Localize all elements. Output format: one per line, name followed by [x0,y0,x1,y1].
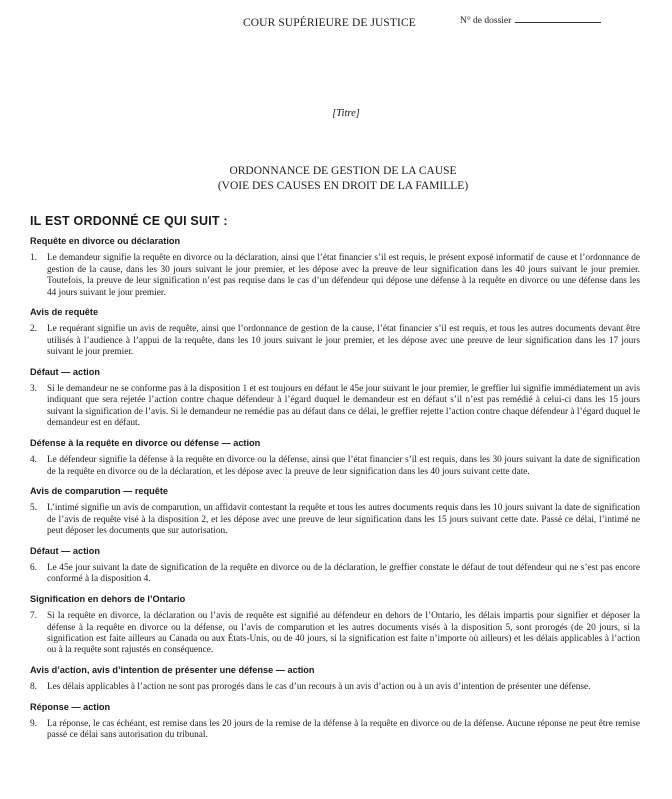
section-notice-of-motion [30,307,640,359]
court-name: COUR SUPÉRIEURE DE JUSTICE [243,17,416,29]
paragraph-text: Si la requête en divorce, la déclaration ou l’avis de requête est signifié au défendeur en dehors de l’Ontario, les délais impartis pour signifier et déposer la défense à la requête en divorce ou la défense, ou l’avis de comparution et les autres documents visés à la disposition 5, sont prorogés (de 20 jours, si la signification est faite ailleurs au Canada ou aux États-Unis, ou de 40 jours, si la signification est faite n’importe où ailleurs) et les délais applicables à l’action ou à la requête sont rajustés en conséquence. [47,611,640,656]
section-heading: Défense à la requête en divorce ou défense — action [30,437,261,448]
paragraph-text: Le requérant signifie un avis de requête, ainsi que l’ordonnance de gestion de la cause, l’état financier s’il est requis, et tous les autres documents devant être utilisés à l’audience à l’appui de la requête, dans les 10 jours suivant le jour premier, et les dépose avec une preuve de leur signification dans les 17 jours suivant le jour premier. [47,324,640,358]
paragraph-number: 9. [30,719,37,729]
numbered-paragraph [30,455,640,478]
numbered-paragraph [30,384,640,430]
paragraph-number: 4. [30,455,37,466]
title-placeholder: [Titre] [332,108,360,119]
paragraph-number: 2. [30,324,37,335]
numbered-paragraph [30,324,640,358]
section-notice-of-appearance [30,486,640,538]
section-divorce-application [30,236,640,299]
section-heading: Avis d’action, avis d’intention de présenter une défense — action [30,664,315,675]
order-title-line-1: ORDONNANCE DE GESTION DE LA CAUSE [229,165,457,177]
paragraph-number: 6. [30,562,37,573]
paragraph-number: 5. [30,503,37,514]
section-heading: Avis de comparution — requête [30,485,169,496]
numbered-paragraph [30,563,640,586]
section-heading: Avis de requête [30,307,99,318]
paragraph-text: Le défendeur signifie la défense à la requête en divorce ou la défense, ainsi que l’état financier s’il est requis, dans les 30 jours suivant la date de signification de la requête en divorce ou de la déclaration, et les dépose avec la preuve de leur signification dans les 40 jours suivant cette date. [47,455,640,477]
main-heading: IL EST ORDONNÉ CE QUI SUIT : [30,214,228,228]
section-heading: Signification en dehors de l’Ontario [30,593,186,604]
section-service-outside-ontario [30,594,640,657]
paragraph-text: Si le demandeur ne se conforme pas à la disposition 1 et est toujours en défaut le 45e jour suivant le jour premier, le greffier lui signifie immédiatement un avis indiquant que sera rejetée l’action contre chaque défendeur à l’égard duquel le demandeur est en défaut s’il n’est pas remédié à celui-ci dans les 15 jours suivant la signification de l’avis. Si le demandeur ne remédie pas au défaut dans ce délai, le greffier rejette l’action contre chaque défendeur à l’égard duquel le demandeur est en défaut. [47,384,640,429]
paragraph-text: Le demandeur signifie la requête en divorce ou la déclaration, ainsi que l’état financier s’il est requis, le présent exposé informatif de cause et l’ordonnance de gestion de la cause, dans les 30 jours suivant le jour premier, et les dépose avec la preuve de leur signification dans les 40 jours suivant le jour premier. Toutefois, la preuve de leur signification n’est pas requise dans le cas d’un défendeur qui dépose une défense à la requête en divorce ou une défense dans les 44 jours suivant le jour premier. [47,253,640,298]
section-default-action-2 [30,546,640,586]
numbered-paragraph [30,611,640,657]
numbered-paragraph [30,253,640,299]
paragraph-number: 1. [30,253,37,264]
order-title-line-2: (VOIE DES CAUSES EN DROIT DE LA FAMILLE) [217,180,469,192]
section-heading: Défaut — action [30,545,100,556]
section-defence-action [30,438,640,478]
paragraph-text: L’intimé signifie un avis de comparution, un affidavit contestant la requête et tous les autres documents requis dans les 10 jours suivant la date de signification de l’avis de requête visé à la disposition 2, et les dépose avec une preuve de leur signification dans les 15 jours suivant cette date. Passé ce délai, l’intimé ne peut déposer les documents que sur autorisation. [47,503,640,537]
paragraph-number: 3. [30,384,37,395]
numbered-paragraph [30,682,640,693]
paragraph-text: Les délais applicables à l’action ne sont pas prorogés dans le cas d’un recours à un avis d’action ou à un avis d’intention de présenter une défense. [47,682,591,693]
section-heading: Réponse — action [30,701,111,712]
paragraph-number: 8. [30,682,37,693]
section-reply-action [30,702,640,742]
numbered-paragraph [30,503,640,537]
order-body [30,236,640,750]
file-number-field [460,12,601,26]
file-number-blank-line [515,12,601,23]
paragraph-text: Le 45e jour suivant la date de signification de la requête en divorce ou de la déclaration, le greffier constate le défaut de tout défendeur qui ne s’est pas encore conformé à la disposition 4. [47,562,640,585]
section-default-action [30,367,640,430]
section-heading: Défaut — action [30,366,100,377]
section-notice-of-action [30,665,640,694]
order-title [0,164,672,194]
section-heading: Requête en divorce ou déclaration [30,236,181,246]
file-number-label: N° de dossier [460,16,512,26]
paragraph-text: La réponse, le cas échéant, est remise dans les 20 jours de la remise de la défense à la requête en divorce ou de la défense. Aucune réponse ne peut être remise passé ce délai sans autorisation du tribunal. [47,719,640,741]
paragraph-number: 7. [30,611,37,622]
numbered-paragraph [30,719,640,742]
